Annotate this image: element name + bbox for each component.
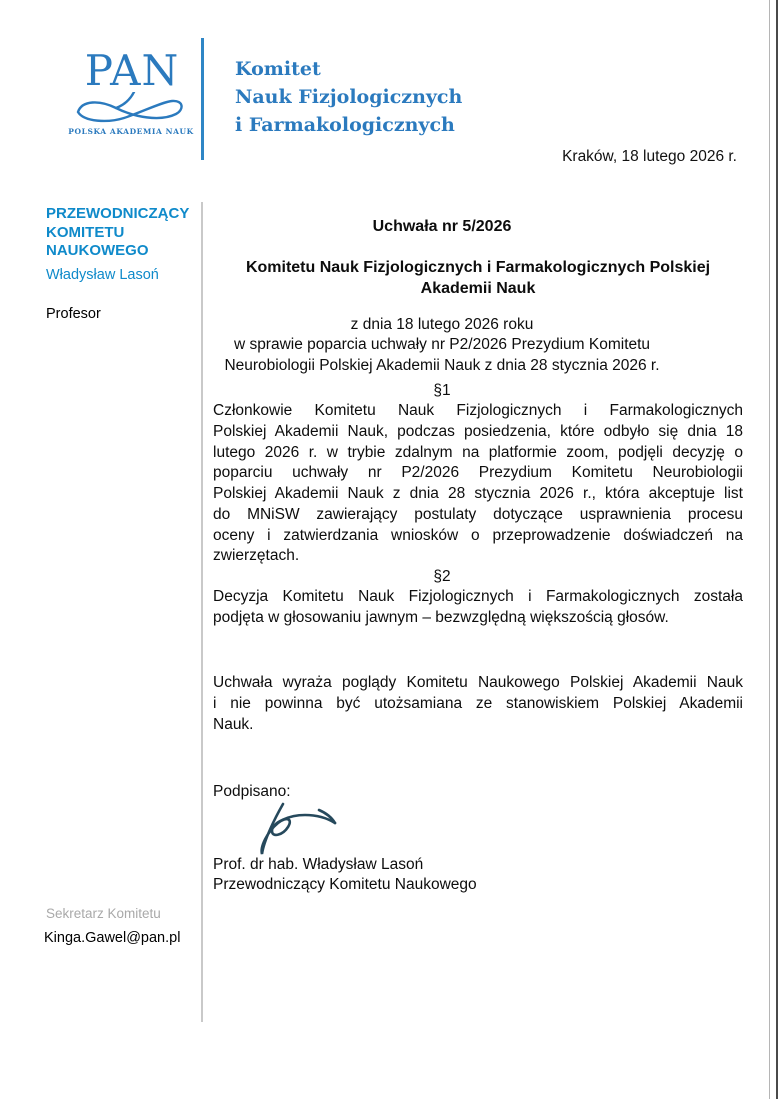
paragraph-line: do MNiSW zawierający postulaty dotyczące usprawnienia procesu [213,505,743,523]
dateline: Kraków, 18 lutego 2026 r. [562,148,737,165]
section-1-paragraph [213,401,743,567]
chair-title: Profesor [46,306,101,322]
section-2-mark: §2 [433,568,451,585]
signer-name: Prof. dr hab. Władysław Lasoń [213,856,424,873]
signed-label: Podpisano: [213,783,291,800]
disclaimer-paragraph [213,673,743,735]
logo-divider [201,38,204,160]
paragraph-line: Nauk. [213,715,254,733]
section-1-mark: §1 [433,382,451,399]
committee-name [235,55,462,139]
resolution-title-line: Komitetu Nauk Fizjologicznych i Farmakologicznych Polskiej [245,259,711,276]
signer-title: Przewodniczący Komitetu Naukowego [213,876,477,893]
resolution-subtitle [213,315,743,376]
committee-name-line: i Farmakologicznych [235,114,455,136]
subtitle-line: w sprawie poparcia uchwały nr P2/2026 Prezydium Komitetu [233,336,651,354]
pan-logo-acronym: PAN [84,46,180,95]
subtitle-line: Neurobiologii Polskiej Akademii Nauk z dnia 28 stycznia 2026 r. [224,356,660,374]
paragraph-line: Członkowie Komitetu Nauk Fizjologicznych i Farmakologicznych [213,402,743,419]
chair-role-heading: PRZEWODNICZĄCY KOMITETU NAUKOWEGO [46,205,190,259]
resolution-number: Uchwała nr 5/2026 [372,218,512,235]
paragraph-line: Polskiej Akademii Nauk, podczas posiedzenia, które odbyło się dnia 18 [213,422,743,440]
secretary-email: Kinga.Gawel@pan.pl [44,930,181,946]
paragraph-line: Uchwała wyraża poglądy Komitetu Naukowego Polskiej Akademii Nauk [213,674,743,691]
signature-image [245,802,343,856]
chair-name: Władysław Lasoń [46,267,159,283]
paragraph-line: Decyzja Komitetu Nauk Fizjologicznych i Farmakologicznych została [213,588,743,605]
pan-org-name: POLSKA AKADEMIA NAUK [68,127,194,136]
committee-name-line: Komitet [235,58,321,80]
paragraph-line: oceny i zatwierdzania wniosków o przeprowadzenie doświadczeń na [213,526,743,544]
paragraph-line: zwierzętach. [213,547,300,565]
resolution-title-line: Akademii Nauk [420,280,536,297]
paragraph-line: Polskiej Akademii Nauk z dnia 28 stycznia 2026 r., która akceptuje list [213,485,743,502]
secretary-label: Sekretarz Komitetu [46,906,161,921]
subtitle-line: z dnia 18 lutego 2026 roku [350,316,534,333]
paragraph-line: i nie powinna być utożsamiana ze stanowiskiem Polskiej Akademii [213,694,743,712]
pan-swoosh-icon [70,92,190,126]
paragraph-line: poparciu uchwały nr P2/2026 Prezydium Komitetu Neurobiologii [213,464,743,482]
signature-scribble-icon [245,802,343,856]
committee-name-line: Nauk Fizjologicznych [235,86,463,108]
content-divider [201,202,203,1022]
resolution-title [213,257,743,299]
paragraph-line: lutego 2026 r. w trybie zdalnym na platformie zoom, podjęli decyzję o [213,443,743,461]
paragraph-line: podjęta w głosowaniu jawnym – bezwzględną większością głosów. [213,608,669,626]
page-right-edge [769,0,770,1099]
section-2-paragraph [213,587,743,629]
